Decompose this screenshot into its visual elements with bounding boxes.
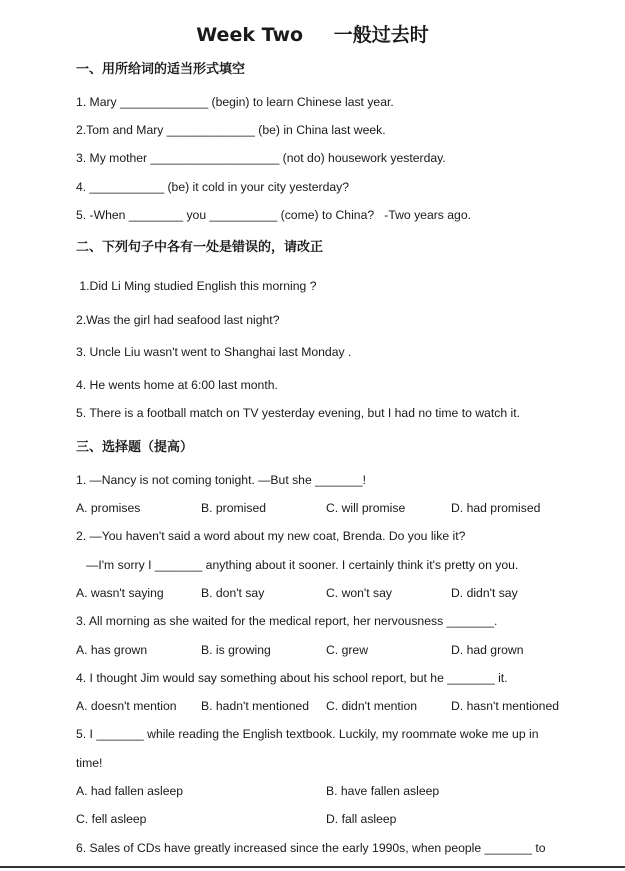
option-b: B. have fallen asleep [326, 784, 440, 798]
correction-item: 2.Was the girl had seafood last night? [76, 313, 280, 327]
question-text: 6. Sales of CDs have greatly increased since the early 1990s, when people _______ to [76, 841, 546, 855]
page-bottom-border [0, 866, 625, 868]
option-d: D. fall asleep [326, 812, 397, 826]
question-text: 1. —Nancy is not coming tonight. —But she _______! [76, 473, 366, 487]
option-b: B. is growing [201, 643, 271, 657]
question-text: 4. I thought Jim would say something about his school report, but he _______ it. [76, 671, 508, 685]
option-c: C. didn't mention [326, 699, 418, 713]
page-title [0, 20, 625, 47]
option-d: D. didn't say [451, 586, 518, 600]
question-text: —I'm sorry I _______ anything about it sooner. I certainly think it's pretty on you. [76, 558, 519, 572]
option-c: C. fell asleep [76, 812, 147, 826]
question-text: 2. —You haven't said a word about my new coat, Brenda. Do you like it? [76, 529, 466, 543]
section2-heading: 二、下列句子中各有一处是错误的，请改正 [76, 240, 324, 255]
section1-heading: 一、用所给词的适当形式填空 [76, 62, 246, 77]
fill-blank-item: 2.Tom and Mary _____________ (be) in China last week. [76, 123, 386, 137]
section3-heading: 三、选择题（提高） [76, 440, 194, 455]
option-c: C. won't say [326, 586, 392, 600]
question-text: 5. I _______ while reading the English textbook. Luckily, my roommate woke me up in [76, 727, 539, 741]
option-b: B. don't say [201, 586, 265, 600]
question-text: time! [76, 756, 103, 770]
option-a: A. doesn't mention [76, 699, 177, 713]
correction-item: 4. He wents home at 6:00 last month. [76, 378, 278, 392]
option-d: D. hasn't mentioned [451, 699, 560, 713]
option-a: A. has grown [76, 643, 148, 657]
correction-item: 3. Uncle Liu wasn't went to Shanghai last Monday . [76, 345, 352, 359]
title-english: Week Two [196, 24, 304, 46]
fill-blank-item: 4. ___________ (be) it cold in your city yesterday? [76, 180, 350, 194]
option-b: B. hadn't mentioned [201, 699, 310, 713]
option-a: A. promises [76, 501, 141, 515]
option-d: D. had grown [451, 643, 524, 657]
correction-item: 5. There is a football match on TV yesterday evening, but I had no time to watch it. [76, 406, 520, 420]
question-text: 3. All morning as she waited for the medical report, her nervousness _______. [76, 614, 498, 628]
option-c: C. will promise [326, 501, 406, 515]
option-b: B. promised [201, 501, 267, 515]
option-a: A. wasn't saying [76, 586, 164, 600]
correction-item: 1.Did Li Ming studied English this morning ? [76, 279, 317, 293]
title-chinese: 一般过去时 [333, 24, 429, 46]
option-a: A. had fallen asleep [76, 784, 184, 798]
option-c: C. grew [326, 643, 368, 657]
fill-blank-item: 3. My mother ___________________ (not do) housework yesterday. [76, 151, 446, 165]
option-d: D. had promised [451, 501, 541, 515]
fill-blank-item: 5. -When ________ you __________ (come) to China? -Two years ago. [76, 208, 471, 222]
fill-blank-item: 1. Mary _____________ (begin) to learn Chinese last year. [76, 95, 394, 109]
